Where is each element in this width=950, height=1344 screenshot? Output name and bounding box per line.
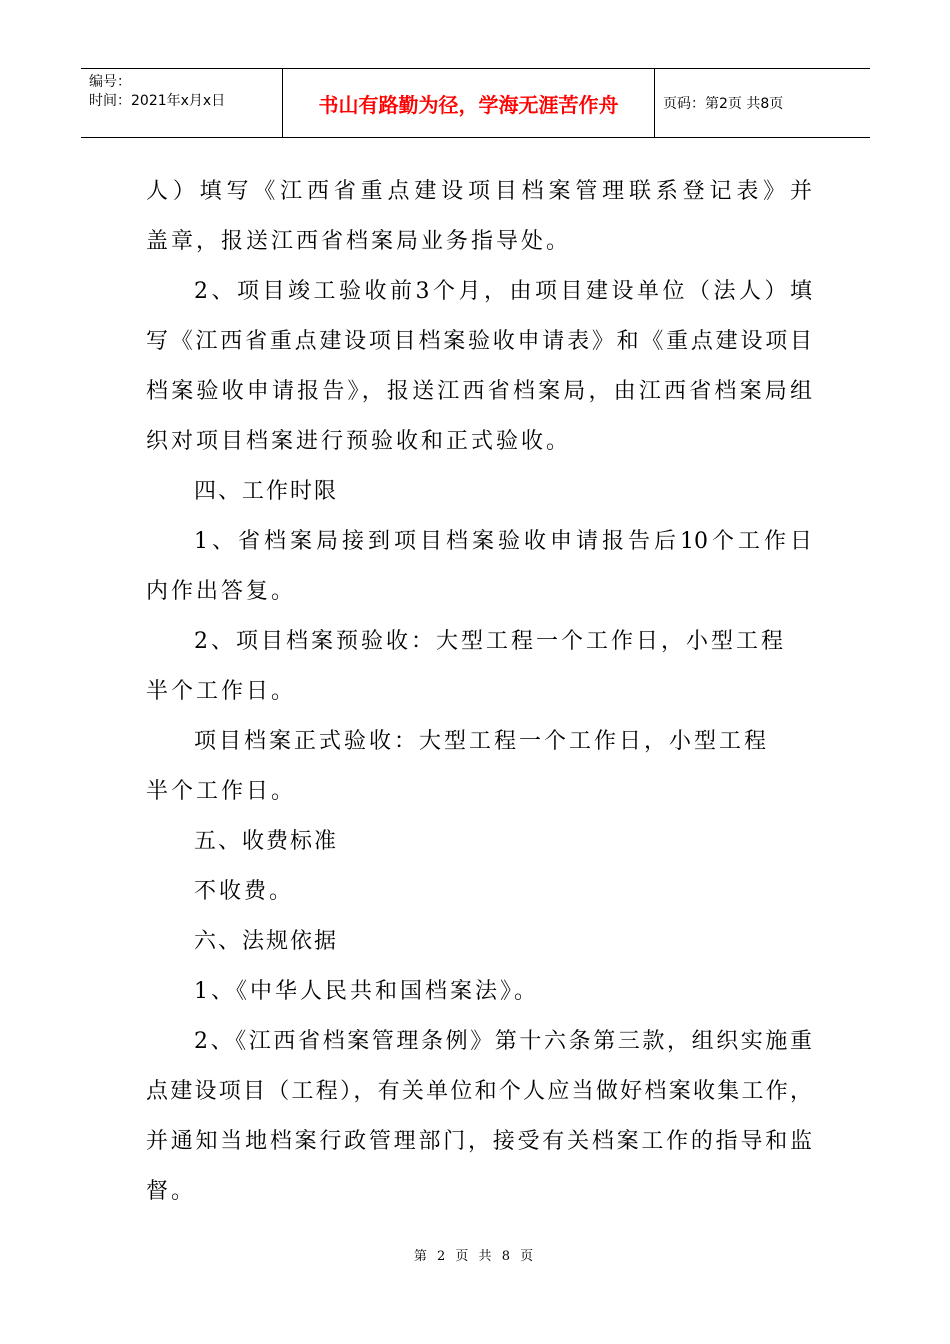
page-header <box>81 68 870 138</box>
header-meta <box>81 69 282 137</box>
body-line: 2、项目档案预验收：大型工程一个工作日，小型工程 <box>194 629 786 654</box>
section-heading: 六、法规依据 <box>194 929 339 954</box>
section-heading: 四、工作时限 <box>194 479 339 504</box>
body-line: 2、《江西省档案管理条例》第十六条第三款，组织实施重 <box>194 1029 812 1054</box>
body-line: 半个工作日。 <box>146 679 297 704</box>
body-line: 内作出答复。 <box>146 579 297 604</box>
body-line: 盖章，报送江西省档案局业务指导处。 <box>146 229 572 254</box>
section-heading: 五、收费标准 <box>194 829 339 854</box>
document-date-label: 时间：2021年x月x日 <box>89 93 226 109</box>
body-line: 写《江西省重点建设项目档案验收申请表》和《重点建设项目 <box>146 329 812 354</box>
body-line: 人）填写《江西省重点建设项目档案管理联系登记表》并 <box>146 179 812 204</box>
page-footer: 第 2 页 共 8 页 <box>413 1249 537 1264</box>
body-line: 督。 <box>146 1179 197 1204</box>
body-line: 2、项目竣工验收前3个月，由项目建设单位（法人）填 <box>194 279 812 304</box>
body-line: 不收费。 <box>194 879 295 904</box>
document-number-label: 编号： <box>89 74 131 90</box>
header-motto: 书山有路勤为径，学海无涯苦作舟 <box>282 69 655 137</box>
body-line: 并通知当地档案行政管理部门，接受有关档案工作的指导和监 <box>146 1129 812 1154</box>
body-line: 半个工作日。 <box>146 779 297 804</box>
header-page-info: 页码：第2页 共8页 <box>663 96 784 112</box>
body-line: 织对项目档案进行预验收和正式验收。 <box>146 429 572 454</box>
body-line: 1、《中华人民共和国档案法》。 <box>194 979 539 1004</box>
body-line: 档案验收申请报告》，报送江西省档案局，由江西省档案局组 <box>146 379 812 404</box>
body-line: 点建设项目（工程），有关单位和个人应当做好档案收集工作， <box>146 1079 812 1104</box>
body-line: 项目档案正式验收：大型工程一个工作日，小型工程 <box>194 729 770 754</box>
body-line: 1、省档案局接到项目档案验收申请报告后10个工作日 <box>194 529 812 554</box>
